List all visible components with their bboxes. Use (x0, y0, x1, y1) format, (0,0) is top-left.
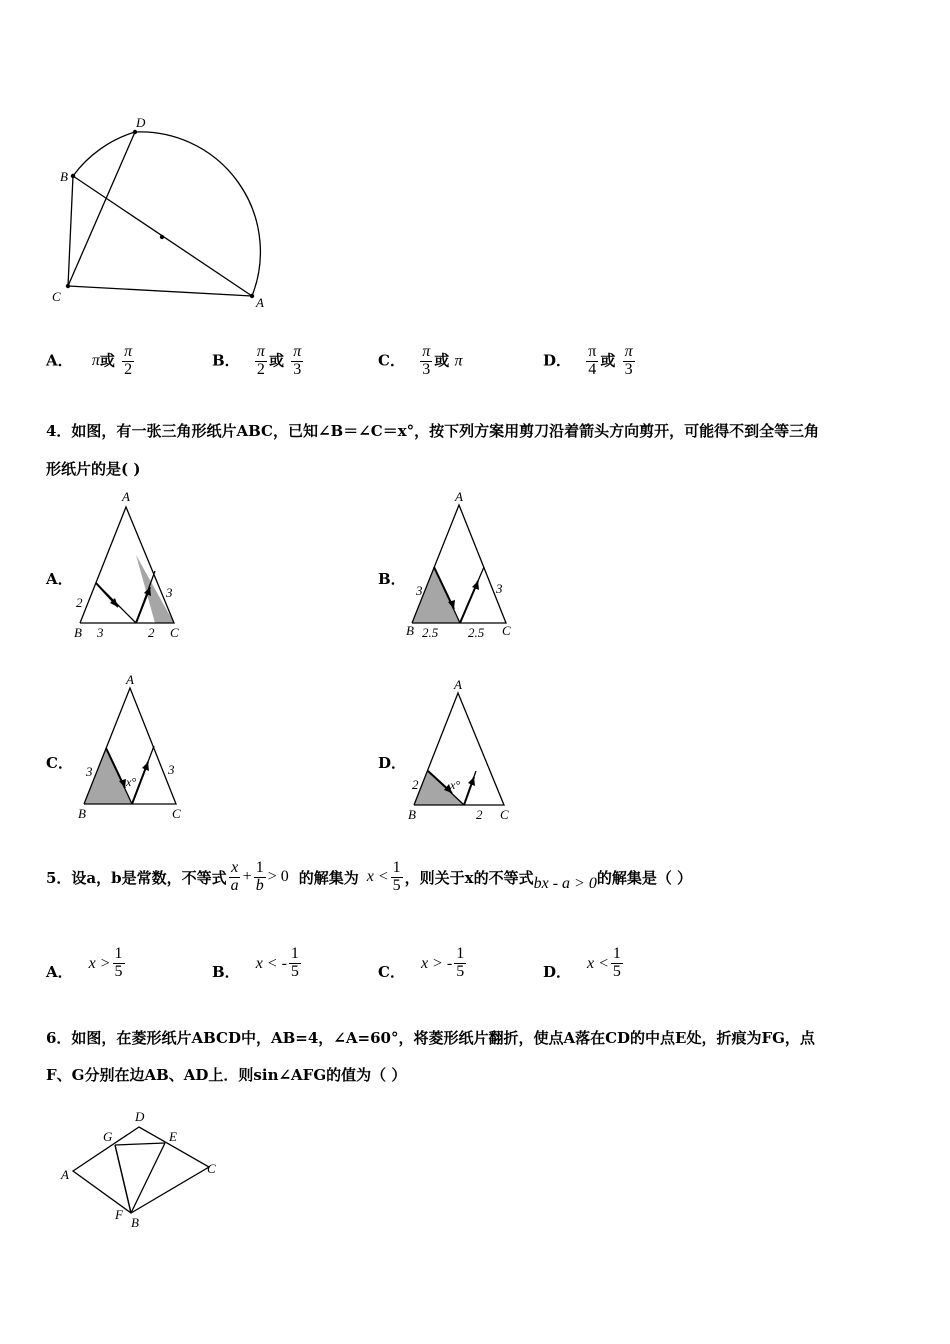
svg-text:3: 3 (496, 581, 503, 596)
q5-option-a[interactable]: A． x > $\frac{1}{5}$ (46, 945, 123, 981)
q5-option-c[interactable]: C． x > - $\frac{1}{5}$ (378, 945, 465, 981)
svg-text:2: 2 (412, 777, 419, 792)
svg-text:2: 2 (76, 595, 83, 610)
svg-text:A: A (122, 489, 130, 504)
svg-text:C: C (500, 807, 509, 822)
svg-text:B: B (131, 1215, 139, 1230)
svg-text:2.5: 2.5 (468, 625, 485, 640)
svg-text:C: C (207, 1161, 216, 1176)
svg-text:A: A (455, 489, 463, 504)
svg-text:x°: x° (450, 778, 461, 792)
svg-text:2: 2 (148, 625, 155, 640)
svg-text:3: 3 (166, 585, 173, 600)
svg-text:2.5: 2.5 (422, 625, 439, 640)
q5-stem: 5．设a，b是常数，不等式 $\frac{x}{a}$ + $\frac{1}{b}$ > 0 的解集为 x < $\frac{1}{5}$ ，则关于x的不等式 bx - a > 0 的解集是（ ） (46, 859, 693, 894)
q3-label-C: C (52, 289, 61, 304)
svg-text:G: G (103, 1129, 113, 1144)
q3-label-B: B (60, 169, 68, 184)
svg-text:3: 3 (86, 764, 93, 779)
svg-text:C: C (502, 623, 511, 638)
q3-label-A: A (256, 295, 264, 310)
svg-text:C: C (170, 625, 179, 640)
svg-text:B: B (74, 625, 82, 640)
q3-option-d[interactable]: D． $\frac{\pi}{4}$ 或 $\frac{\pi}{3}$ (543, 343, 633, 378)
svg-text:B: B (78, 806, 86, 821)
q3-label-D: D (136, 115, 146, 130)
svg-text:A: A (61, 1167, 69, 1182)
svg-text:3: 3 (168, 762, 175, 777)
q4-option-d-figure[interactable] (402, 675, 522, 825)
svg-text:C: C (172, 806, 181, 821)
q3-option-b[interactable]: B． $\frac{\pi}{2}$ 或 $\frac{\pi}{3}$ (212, 343, 302, 378)
svg-text:B: B (408, 807, 416, 822)
svg-text:A: A (454, 677, 462, 692)
q4-option-d-label[interactable]: D． (378, 754, 407, 772)
q6-stem-line2: F、G分别在边AB、AD上．则sin∠AFG的值为（ ） (46, 1066, 407, 1084)
q3-option-c[interactable]: C． $\frac{\pi}{3}$ 或 π (378, 343, 463, 378)
svg-text:A: A (126, 672, 134, 687)
q6-stem-line1: 6．如图，在菱形纸片ABCD中，AB=4，∠A=60°，将菱形纸片翻折，使点A落在CD的中点E处，折痕为FG，点 (46, 1029, 815, 1047)
q4-option-c-figure[interactable] (70, 668, 190, 828)
svg-text:2: 2 (476, 807, 483, 822)
q4-option-a-label[interactable]: A． (46, 570, 73, 588)
q4-option-c-label[interactable]: C． (46, 754, 73, 772)
q3-circle-figure (40, 110, 290, 320)
q6-rhombus-figure (55, 1105, 235, 1235)
svg-text:D: D (135, 1109, 145, 1124)
svg-text:3: 3 (97, 625, 104, 640)
q5-option-d[interactable]: D． x < $\frac{1}{5}$ (543, 945, 621, 981)
q4-stem-line2: 形纸片的是( ) (46, 460, 141, 478)
q4-option-b-figure[interactable] (402, 485, 532, 645)
q4-option-b-label[interactable]: B． (378, 570, 406, 588)
q4-option-a-figure[interactable] (70, 485, 190, 645)
svg-text:x°: x° (126, 775, 137, 789)
svg-text:E: E (169, 1129, 177, 1144)
svg-text:F: F (115, 1207, 123, 1222)
svg-text:3: 3 (416, 583, 423, 598)
q4-stem-line1: 4．如图，有一张三角形纸片ABC，已知∠B＝∠C＝x°，按下列方案用剪刀沿着箭头方向剪开，可能得不到全等三角 (46, 422, 820, 440)
q5-option-b[interactable]: B． x < - $\frac{1}{5}$ (212, 945, 299, 981)
svg-text:B: B (406, 623, 414, 638)
q3-option-a[interactable]: A． π或 $\frac{\pi}{2}$ (46, 343, 133, 378)
q3-arc (135, 132, 260, 296)
